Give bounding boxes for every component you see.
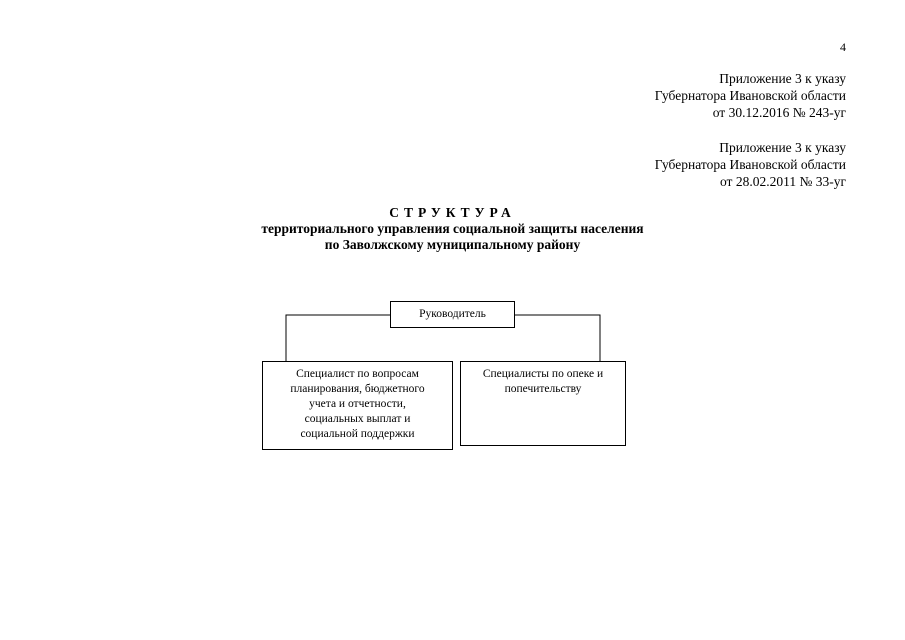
appendix-original-line3: от 28.02.2011 № 33-уг bbox=[719, 174, 846, 189]
right-unit-box bbox=[460, 361, 626, 446]
title-line3: по Заволжскому муниципальному району bbox=[324, 237, 581, 252]
title-line2: территориального управления социальной защиты населения bbox=[261, 221, 644, 236]
appendix-current-line1: Приложение 3 к указу bbox=[719, 71, 846, 86]
left-unit-line: планирования, бюджетного bbox=[290, 383, 425, 395]
appendix-current-line3: от 30.12.2016 № 243-уг bbox=[712, 105, 846, 120]
left-unit-line: социальных выплат и bbox=[304, 413, 411, 425]
right-unit-line: Специалисты по опеке и bbox=[482, 368, 604, 380]
left-unit-box bbox=[262, 361, 453, 450]
right-unit-line: попечительству bbox=[504, 383, 582, 395]
page-number: 4 bbox=[840, 40, 846, 54]
left-unit-line: учета и отчетности, bbox=[309, 398, 406, 410]
appendix-original-line1: Приложение 3 к указу bbox=[719, 140, 846, 155]
appendix-current-line2: Губернатора Ивановской области bbox=[654, 88, 846, 103]
title-word: СТРУКТУРА bbox=[389, 205, 516, 220]
head-box bbox=[390, 301, 515, 328]
head-label: Руководитель bbox=[419, 308, 486, 320]
left-unit-line: Специалист по вопросам bbox=[296, 368, 419, 380]
appendix-original-line2: Губернатора Ивановской области bbox=[654, 157, 846, 172]
connector-right bbox=[515, 315, 600, 361]
left-unit-line: социальной поддержки bbox=[300, 428, 415, 440]
connector-left bbox=[286, 315, 390, 361]
